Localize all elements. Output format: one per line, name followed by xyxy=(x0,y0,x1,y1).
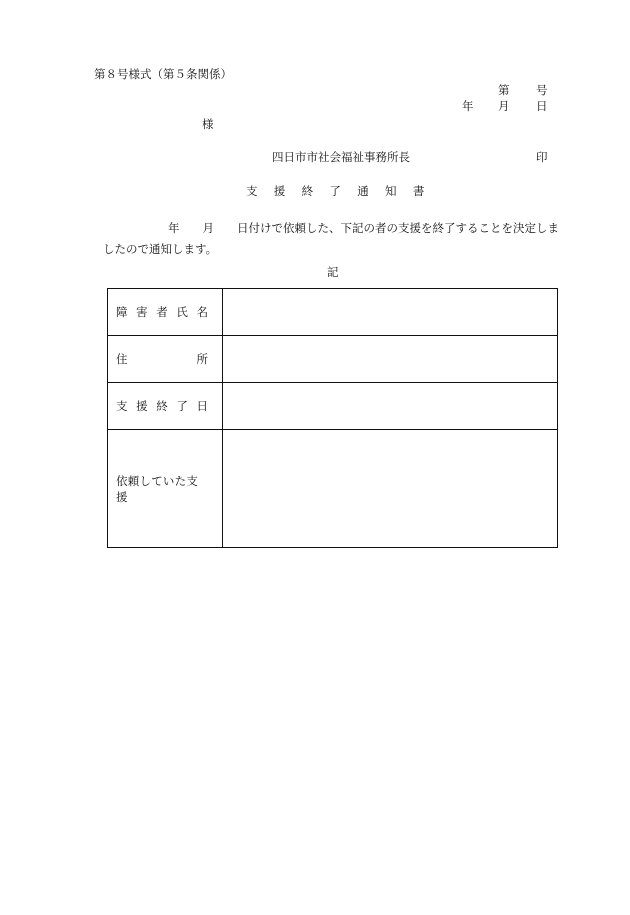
row-label-char: 終 xyxy=(156,399,168,413)
ki-mark: 記 xyxy=(327,265,339,279)
row-label-char: 障 xyxy=(116,305,128,319)
row-label-address xyxy=(108,336,223,383)
row-label-text xyxy=(116,304,208,320)
row-label-char: 日 xyxy=(196,399,208,413)
body-line-1: 年 月 日付けで依頼した、下記の者の支援を終了することを決定しま xyxy=(168,221,559,235)
row-label-char: 所 xyxy=(196,352,208,366)
row-label-text xyxy=(116,398,208,414)
end-date-field[interactable] xyxy=(223,383,558,430)
row-label-text xyxy=(116,351,208,367)
row-label-char: 名 xyxy=(196,305,208,319)
row-label-char: 了 xyxy=(176,399,188,413)
row-label-char: 支 xyxy=(116,399,128,413)
row-label-char: 援 xyxy=(136,399,148,413)
row-label-char: 住 xyxy=(116,352,128,366)
date-month: 月 xyxy=(498,99,510,113)
seal-mark: 印 xyxy=(536,150,548,164)
doc-number-dai: 第 xyxy=(498,83,510,97)
address-field[interactable] xyxy=(223,336,558,383)
table-row xyxy=(108,289,558,336)
info-table xyxy=(107,288,558,548)
document-title: 支 援 終 了 通 知 書 xyxy=(246,184,431,198)
table-row xyxy=(108,383,558,430)
doc-number-go: 号 xyxy=(536,83,548,97)
date-year: 年 xyxy=(462,99,474,113)
row-label-char: 者 xyxy=(156,305,168,319)
row-label-requested-support xyxy=(108,430,223,548)
addressee-suffix: 様 xyxy=(202,117,214,131)
requested-support-label: 依頼していた支援 xyxy=(116,473,199,504)
form-label: 第８号様式（第５条関係） xyxy=(94,67,232,81)
table-row xyxy=(108,336,558,383)
date-day: 日 xyxy=(536,99,548,113)
issuer: 四日市市社会福祉事務所長 xyxy=(272,150,410,164)
row-label-char: 氏 xyxy=(176,305,188,319)
body-paragraph xyxy=(98,218,578,260)
name-field[interactable] xyxy=(223,289,558,336)
row-label-char: 害 xyxy=(136,305,148,319)
requested-support-field[interactable] xyxy=(223,430,558,548)
table-row xyxy=(108,430,558,548)
row-label-end-date xyxy=(108,383,223,430)
body-line-2: したので通知します。 xyxy=(103,242,218,256)
row-label-name xyxy=(108,289,223,336)
